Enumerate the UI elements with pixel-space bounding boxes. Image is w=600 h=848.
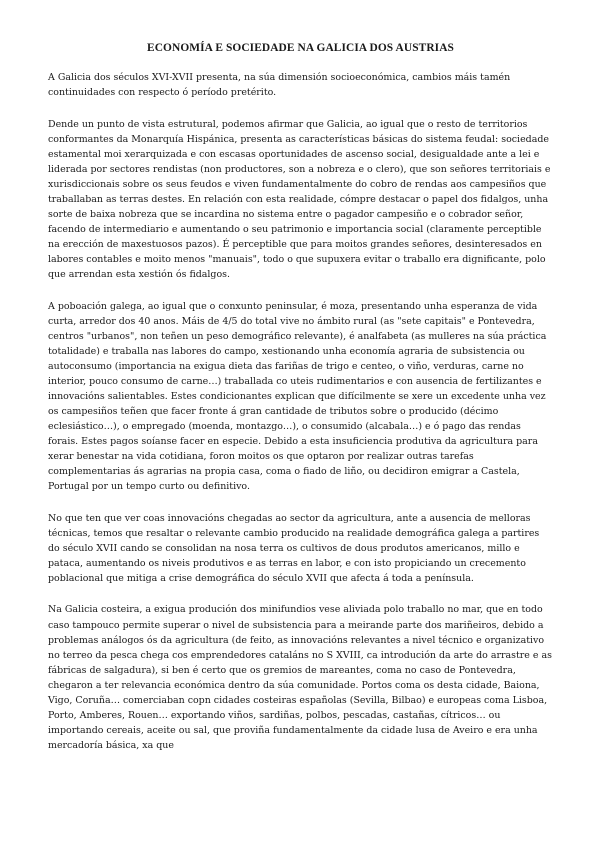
paragraph-intro: A Galicia dos séculos XVI-XVII presenta, na súa dimensión socioeconómica, cambios máis tamén continuidades con respecto ó período pretérito. bbox=[48, 72, 511, 99]
document-page bbox=[48, 40, 553, 769]
document-title: ECONOMÍA E SOCIEDADE NA GALICIA DOS AUSTRIAS bbox=[147, 42, 454, 54]
paragraph-coastal: Na Galicia costeira, a exigua produción dos minifundios vese aliviada polo traballo no mar, que en todo caso tampouco permite superar o nivel de subsistencia para a meirande parte dos mariñeiros, debido a problemas análogos ós da agricultura (de feito, as innovacións relevantes a nivel técnico e organizativo no terreo da pesca chega cos emprendedores cataláns no S XVIII, ca introdución da arte do arrastre e as fábricas de salgadura), si ben é certo que os gremios de mareantes, coma no caso de Pontevedra, chegaron a ter relevancia económica dentro da súa comunidade. Portos coma os desta cidade, Baiona, Vigo, Coruña… comerciaban copn cidades costeiras españolas (Sevilla, Bilbao) e europeas coma Lisboa, Porto, Amberes, Rouen… exportando viños, sardiñas, polbos, pescadas, castañas, cítricos… ou importando cereais, aceite ou sal, que proviña fundamentalmente da cidade lusa de Aveiro e era unha mercadoría básica, xa que bbox=[48, 604, 552, 751]
paragraph-innovations: No que ten que ver coas innovacións chegadas ao sector da agricultura, ante a ausencia de melloras técnicas, temos que resaltar o relevante cambio producido na realidade demográfica galega a partires do século XVII cando se consolidan na nosa terra os cultivos de dous produtos americanos, millo e pataca, aumentando os niveis produtivos e as terras en labor, e con isto propiciando un crecemento poblacional que mitiga a crise demográfica do século XVII que afecta á toda a península. bbox=[48, 512, 540, 584]
paragraph-structure: Dende un punto de vista estrutural, podemos afirmar que Galicia, ao igual que o resto de territorios conformantes da Monarquía Hispánica, presenta as características básicas do sistema feudal: sociedade estamental moi xerarquizada e con escasas oportunidades de ascenso social, desigualdade ante a lei e liderada por sectores rendistas (non productores, son a nobreza e o clero), que son señores territoriais e xurisdiccionais sobre os seus feudos e viven fundamentalmente do cobro de rendas aos campesiños que traballaban as terras destes. En relación con esta realidade, cómpre destacar o papel dos fidalgos, unha sorte de baixa nobreza que se incardina no sistema entre o pagador campesiño e o cobrador señor, facendo de intermediario e aumentando o seu patrimonio e importancia social (claramente perceptible na erección de maxestuosos pazos). É perceptible que para moitos grandes señores, desinteresados en labores contables e moito menos "manuais", todo o que supuxera evitar o traballo era dignificante, polo que arrendan esta xestión ós fidalgos. bbox=[48, 118, 551, 281]
paragraph-population: A poboación galega, ao igual que o conxunto peninsular, é moza, presentando unha esperanza de vida curta, arredor dos 40 anos. Máis de 4/5 do total vive no ámbito rural (as "sete capitais" e Pontevedra, centros "urbanos", non teñen un peso demográfico relevante), é analfabeta (as mulleres na súa práctica totalidade) e traballa nas labores do campo, xestionando unha economía agraria de subsistencia ou autoconsumo (importancia na exigua dieta das fariñas de trigo e centeo, o viño, verduras, carne no interior, pouco consumo de carne…) traballada co uteis rudimentarios e con ausencia de fertilizantes e innovacións salientables. Estes condicionantes explican que difícilmente se xere un excedente unha vez os campesiños teñen que facer fronte á gran cantidade de tributos sobre o producido (décimo eclesiástico…), o empregado (moenda, montazgo…), o consumido (alcabala…) e ó pago das rendas forais. Estes pagos soíanse facer en especie. Debido a esta insuficiencia produtiva da agricultura para xerar benestar na vida cotidiana, foron moitos os que optaron por realizar outras tarefas complementarias ás agrarias na propia casa, coma o fiado de liño, ou decidiron emigrar a Castela, Portugal por un tempo curto ou definitivo. bbox=[48, 300, 547, 493]
